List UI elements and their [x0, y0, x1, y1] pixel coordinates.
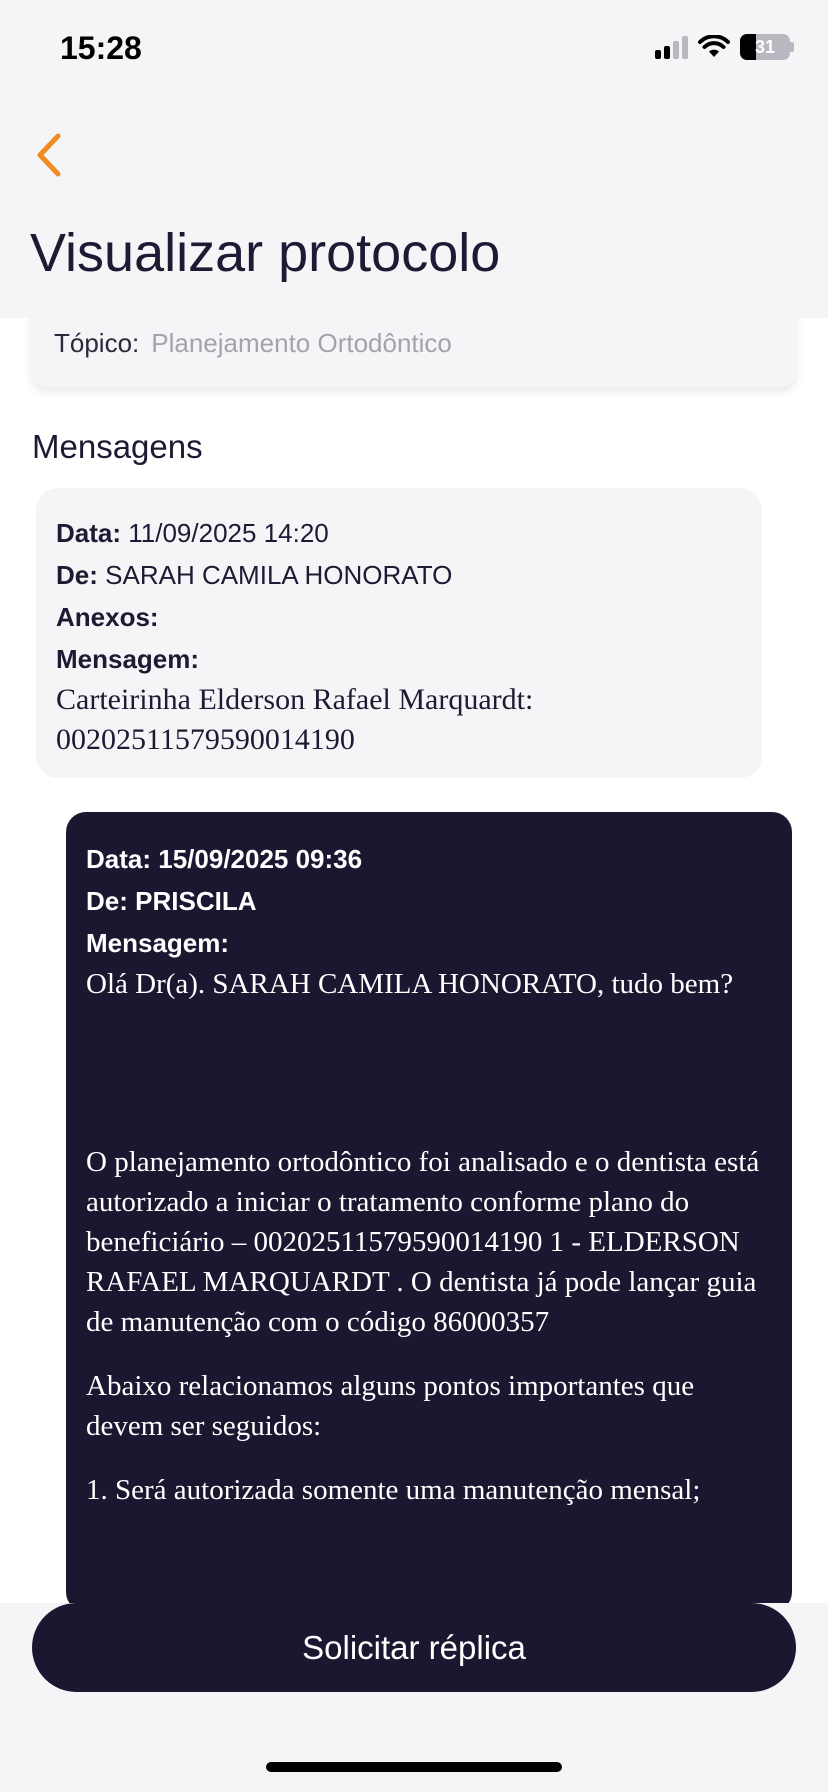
message-date	[56, 512, 742, 554]
message-date	[86, 838, 772, 880]
message-from	[56, 554, 742, 596]
from-label: De:	[56, 560, 98, 590]
date-value: 11/09/2025 14:20	[128, 518, 329, 548]
messages-section-title: Mensagens	[32, 428, 203, 465]
attachments-label: Anexos:	[56, 602, 159, 632]
message-from	[86, 880, 772, 922]
message-label: Mensagem:	[86, 928, 230, 958]
message-attachments	[56, 596, 742, 638]
request-reply-button[interactable]: Solicitar réplica	[32, 1603, 796, 1692]
status-icons	[655, 34, 794, 60]
wifi-icon	[698, 35, 730, 59]
from-label: De:	[86, 886, 128, 916]
battery-level: 31	[754, 36, 776, 57]
message-paragraph: O planejamento ortodôntico foi analisado e o dentista está autorizado a iniciar o tratamento conforme plano do beneficiário – 00202511579590014190 1 - ELDERSON RAFAEL MARQUARDT . O dentista já pode lançar guia de manutenção com o código 86000357	[86, 1146, 760, 1338]
message-body: Carteirinha Elderson Rafael Marquardt: 00202511579590014190	[56, 683, 534, 756]
topic-value: Planejamento Ortodôntico	[151, 328, 452, 358]
message-card	[36, 488, 762, 778]
message-label-line	[86, 922, 772, 964]
date-value: 15/09/2025 09:36	[158, 844, 363, 874]
home-indicator[interactable]	[266, 1762, 562, 1772]
message-label: Mensagem:	[56, 644, 200, 674]
topic-label: Tópico:	[54, 328, 140, 358]
app-header	[0, 0, 828, 318]
footer	[0, 1603, 828, 1792]
message-paragraph: Abaixo relacionamos alguns pontos importantes que devem ser seguidos:	[86, 1370, 695, 1442]
from-value: PRISCILA	[135, 886, 257, 916]
message-greeting: Olá Dr(a). SARAH CAMILA HONORATO, tudo bem?	[86, 968, 734, 1000]
from-value: SARAH CAMILA HONORATO	[105, 560, 453, 590]
status-time: 15:28	[60, 30, 142, 66]
battery-icon	[740, 34, 794, 60]
chevron-left-icon	[30, 130, 70, 180]
cellular-signal-icon	[655, 35, 688, 59]
message-card-reply	[66, 812, 792, 1612]
blank-space	[86, 1004, 772, 1140]
page-title: Visualizar protocolo	[30, 223, 501, 283]
back-button[interactable]	[30, 130, 70, 180]
date-label: Data:	[86, 844, 152, 874]
topic-row	[54, 328, 452, 359]
date-label: Data:	[56, 518, 122, 548]
message-list-item: 1. Será autorizada somente uma manutenção mensal;	[86, 1474, 701, 1506]
message-label-line	[56, 638, 742, 680]
